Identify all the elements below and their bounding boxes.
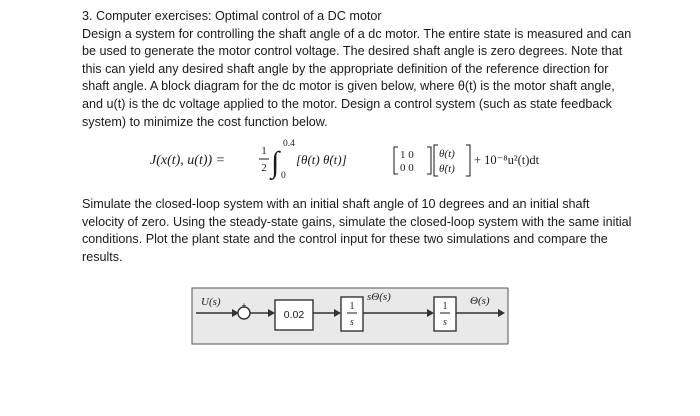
integrator2-denominator: s: [443, 317, 447, 328]
equation-lhs: J(x(t), u(t)) =: [150, 153, 226, 168]
weight-matrix-row-2: 0 0: [400, 162, 414, 174]
cost-function-equation: [150, 138, 570, 182]
weight-matrix-row-1: 1 0: [400, 149, 414, 161]
gain-label: 0.02: [283, 309, 305, 321]
problem-heading: 3. Computer exercises: Optimal control of a DC motor: [82, 9, 382, 23]
integral-upper-limit: 0.4: [283, 139, 295, 149]
state-column-bottom: θ̇(t): [439, 163, 455, 175]
integrator2-numerator: 1: [442, 301, 448, 312]
state-row-vector: [θ(t) θ̇(t)]: [296, 152, 347, 167]
matrix-left-bracket: [394, 147, 398, 174]
problem-statement: [82, 8, 632, 131]
state-column-top: θ(t): [439, 148, 455, 160]
integrator1-denominator: s: [350, 317, 354, 328]
integral-sign: ∫: [271, 146, 280, 179]
column-right-bracket: [466, 145, 470, 176]
simulation-text: Simulate the closed-loop system with an initial shaft angle of 10 degrees and an initial shaft velocity of zero. Using the steady-state gains, simulate the closed-loop system with the same initial conditions. Plot the plant state and the control input for these two simulations and compare the results.: [82, 197, 632, 264]
velocity-signal-label: sΘ(s): [367, 291, 391, 303]
half-numerator: 1: [261, 145, 267, 157]
input-label: U(s): [201, 296, 221, 308]
output-label: Θ(s): [470, 295, 490, 307]
control-penalty-term: + 10⁻⁸u²(t)dt: [474, 153, 540, 167]
summing-plus-sign: +: [241, 301, 247, 310]
half-denominator: 2: [261, 162, 267, 174]
simulation-instructions: [82, 196, 632, 266]
column-left-bracket: [434, 145, 438, 176]
matrix-right-bracket: [427, 147, 431, 174]
problem-body: Design a system for controlling the shaft angle of a dc motor. The entire state is measured and can be used to generate the motor control voltage. The desired shaft angle is zero degrees. Note that this can yield any desired shaft angle by the appropriate definition of the reference direction for shaft angle. A block diagram for the dc motor is given below, where θ(t) is the motor shaft angle, and u(t) is the dc voltage applied to the motor. Design a control system (such as state feedback system) to minimize the cost function below.: [82, 26, 632, 129]
cost-function-svg: [150, 138, 570, 182]
block-diagram-svg: [192, 288, 508, 344]
dc-motor-block-diagram: [192, 288, 508, 344]
integral-lower-limit: 0: [281, 171, 286, 181]
integrator1-numerator: 1: [349, 301, 355, 312]
